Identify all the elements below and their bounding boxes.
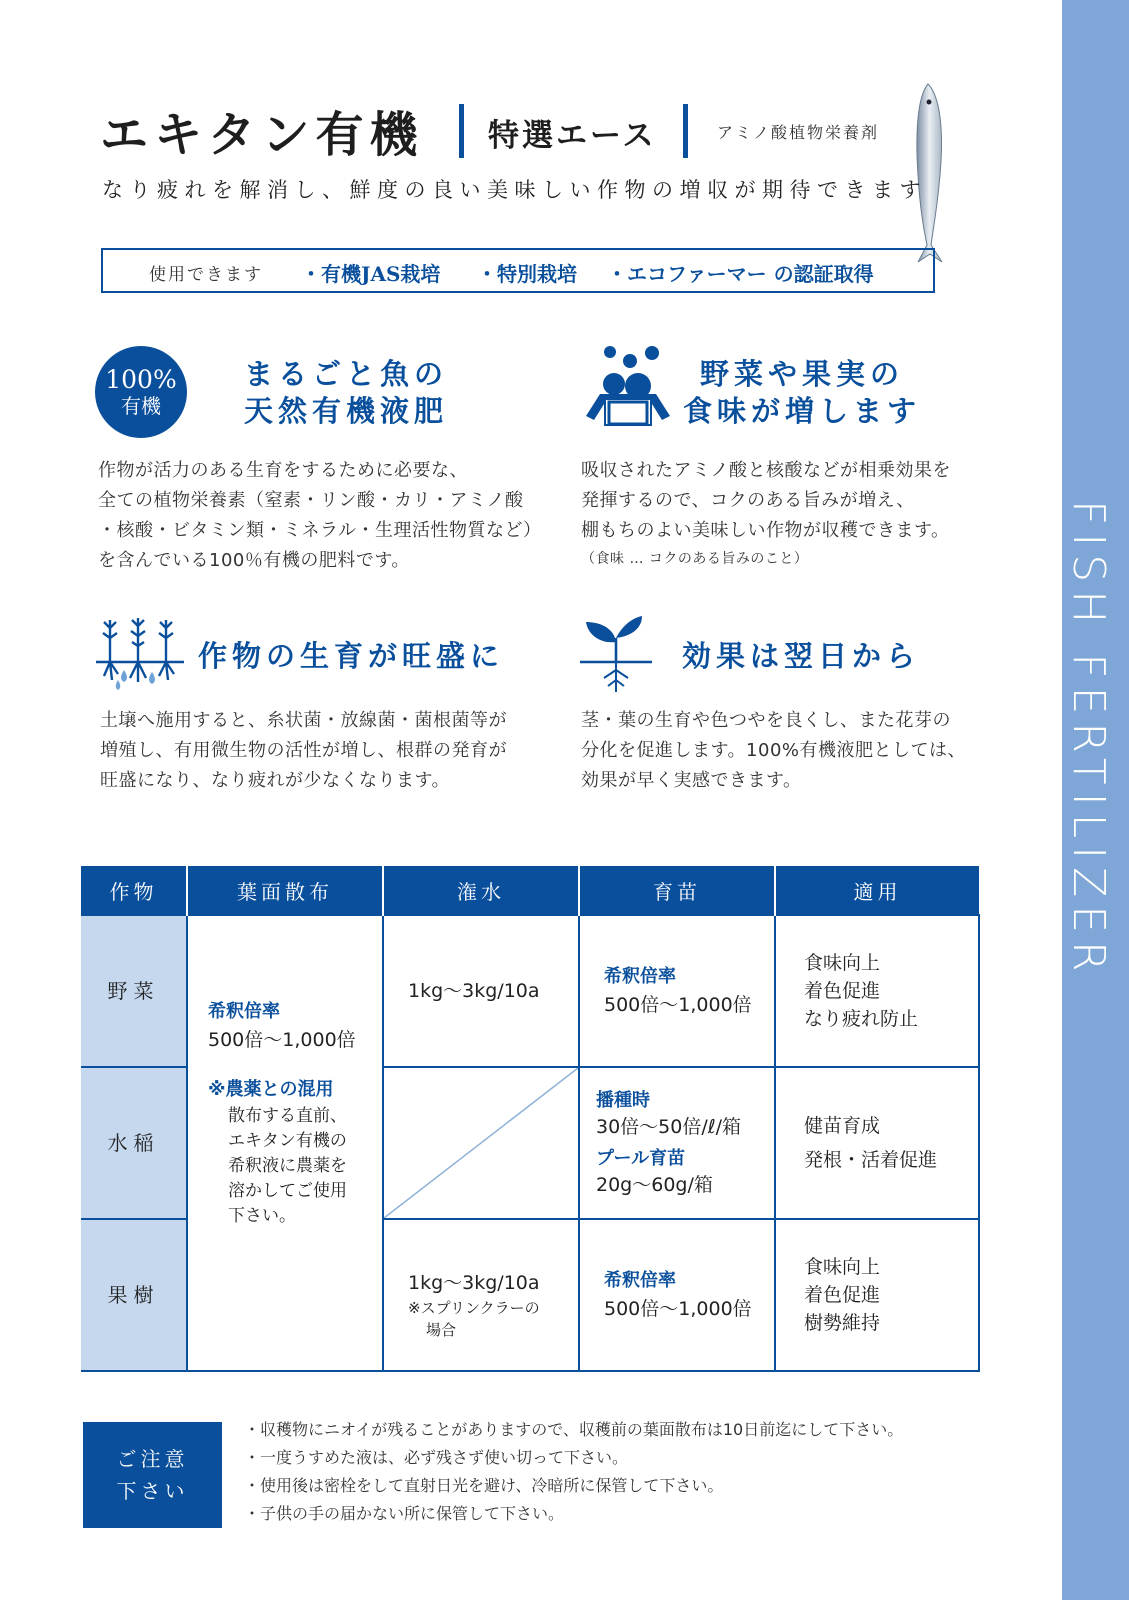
crop-cell: 果樹	[81, 1219, 187, 1371]
feature-body: 茎・葉の生育や色つやを良くし、また花芽の 分化を促進します。100%有機液肥としては、 効果が早く実感できます。	[581, 710, 967, 791]
feature-heading: 効果は翌日から	[682, 639, 921, 673]
certification-item: ・有機JAS栽培	[301, 262, 441, 286]
foliar-cell: 希釈倍率 500倍～1,000倍 ※農薬との混用 散布する直前、 エキタン有機の 希釈液に農薬を 溶かしてご使用 下さい。	[187, 915, 383, 1371]
feature-body: 土壌へ施用すると、糸状菌・放線菌・菌根菌等が 増殖し、有用微生物の活性が増し、根群の発育が 旺盛になり、なり疲れが少なくなります。	[100, 710, 507, 791]
irrigation-cell-empty	[383, 1067, 579, 1219]
feature-body: 作物が活力のある生育をするために必要な、 全ての植物栄養素（窒素・リン酸・カリ・アミノ酸 ・核酸・ビタミン類・ミネラル・生理活性物質など） を含んでいる100％有機の肥料です。	[98, 460, 542, 571]
certification-item: ・エコファーマー の認証取得	[607, 262, 874, 286]
seedling-cell: 播種時 30倍～50倍/ℓ/箱 プール育苗 20g～60g/箱	[579, 1067, 775, 1219]
caution-label: ご注意 下さい	[83, 1422, 222, 1528]
certification-item: ・特別栽培	[477, 262, 577, 286]
sprout-icon	[580, 614, 652, 694]
application-cell: 食味向上 着色促進 なり疲れ防止	[775, 915, 979, 1067]
product-subtitle: 特選エース	[488, 118, 657, 154]
caution-item: ・使用後は密栓をして直射日光を避け、冷暗所に保管して下さい。	[244, 1476, 724, 1495]
column-header: 葉面散布	[187, 866, 383, 915]
organic-badge: 100% 有機	[95, 346, 187, 438]
product-category: アミノ酸植物栄養剤	[717, 123, 880, 142]
title-divider-1	[459, 104, 464, 158]
seedling-cell: 希釈倍率 500倍～1,000倍	[579, 1219, 775, 1371]
fish-icon	[900, 80, 960, 265]
caution-item: ・子供の手の届かない所に保管して下さい。	[244, 1504, 565, 1523]
seedling-cell: 希釈倍率 500倍～1,000倍	[579, 915, 775, 1067]
vegetable-box-icon	[582, 344, 674, 426]
title-divider-2	[683, 104, 688, 158]
usage-table	[81, 866, 980, 1372]
certification-box	[101, 248, 935, 293]
tagline: なり疲れを解消し、鮮度の良い美味しい作物の増収が期待できます	[102, 178, 927, 202]
irrigation-cell: 1kg～3kg/10a	[383, 915, 579, 1067]
caution-item: ・収穫物にニオイが残ることがありますので、収穫前の葉面散布は10日前迄にして下さい。	[244, 1420, 904, 1439]
product-title: エキタン有機	[100, 107, 424, 163]
caution-item: ・一度うすめた液は、必ず残さず使い切って下さい。	[244, 1448, 629, 1467]
feature-heading: 野菜や果実の 食味が増します	[682, 357, 921, 428]
application-cell: 食味向上 着色促進 樹勢維持	[775, 1219, 979, 1371]
seedling-roots-icon	[96, 614, 184, 694]
feature-heading: 作物の生育が旺盛に	[198, 639, 505, 673]
application-cell: 健苗育成 発根・活着促進	[775, 1067, 979, 1219]
crop-cell: 水稲	[81, 1067, 187, 1219]
table-row	[81, 915, 979, 1067]
feature-body: 吸収されたアミノ酸と核酸などが相乗効果を 発揮するので、コクのある旨みが増え、 棚もちのよい美味しい作物が収穫できます。 （食味 … コクのある旨みのこと）	[581, 460, 951, 567]
irrigation-cell: 1kg～3kg/10a ※スプリンクラーの 場合	[383, 1219, 579, 1371]
column-header: 適用	[775, 866, 979, 915]
table-header-row	[81, 866, 979, 915]
side-vertical-text: FISH FERTILIZER	[1062, 500, 1114, 980]
caution-list	[244, 1416, 1044, 1528]
certification-prefix: 使用できます	[149, 265, 263, 285]
column-header: 潅水	[383, 866, 579, 915]
column-header: 育苗	[579, 866, 775, 915]
crop-cell: 野菜	[81, 915, 187, 1067]
feature-heading: まるごと魚の 天然有機液肥	[244, 357, 449, 428]
column-header: 作物	[81, 866, 187, 915]
